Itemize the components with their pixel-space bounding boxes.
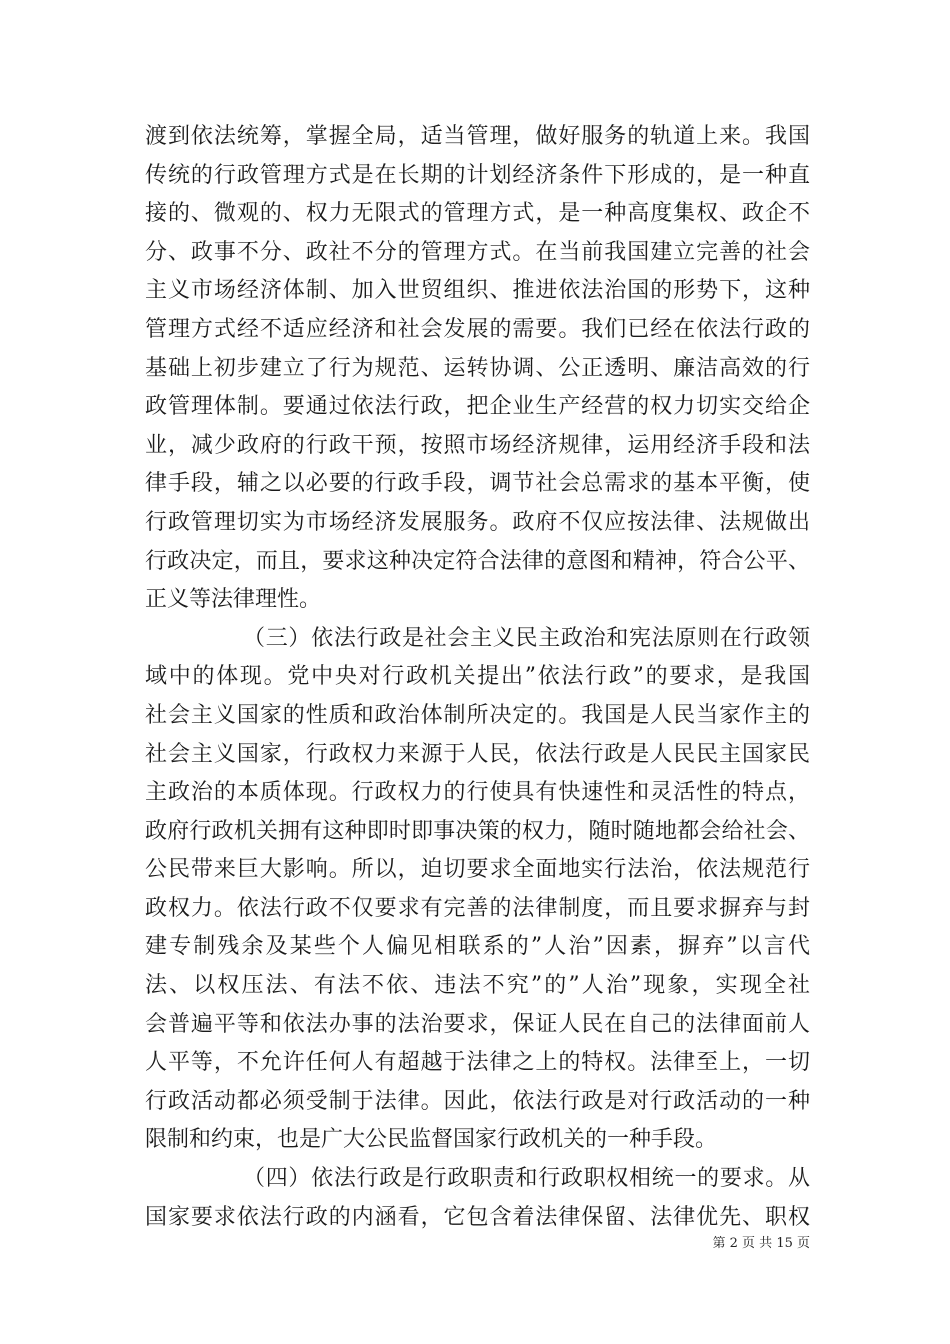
text-line: 行政决定，而且，要求这种决定符合法律的意图和精神，符合公平、	[145, 548, 810, 574]
text-line: 域中的体现。党中央对行政机关提出”依法行政”的要求，是我国	[145, 664, 810, 690]
text-line: 正义等法律理性。	[145, 587, 322, 613]
text-line: 会普遍平等和依法办事的法治要求，保证人民在自己的法律面前人	[145, 1011, 810, 1037]
document-body	[145, 118, 810, 1237]
text-line: 限制和约束，也是广大公民监督国家行政机关的一种手段。	[145, 1127, 718, 1153]
text-line: 政府行政机关拥有这种即时即事决策的权力，随时随地都会给社会、	[145, 818, 810, 844]
text-line: 人平等，不允许任何人有超越于法律之上的特权。法律至上，一切	[145, 1050, 810, 1076]
paragraph-heading-4: （四）依法行政是行政职责和行政职权相统一的要求。从	[243, 1166, 810, 1192]
text-line: 主政治的本质体现。行政权力的行使具有快速性和灵活性的特点，	[145, 780, 810, 806]
text-line: 接的、微观的、权力无限式的管理方式，是一种高度集权、政企不	[145, 201, 810, 227]
text-line: 国家要求依法行政的内涵看，它包含着法律保留、法律优先、职权	[145, 1204, 810, 1230]
text-line: 律手段，辅之以必要的行政手段，调节社会总需求的基本平衡，使	[145, 471, 810, 497]
text-line: 政权力。依法行政不仅要求有完善的法律制度，而且要求摒弃与封	[145, 895, 810, 921]
text-line: 传统的行政管理方式是在长期的计划经济条件下形成的，是一种直	[145, 162, 810, 188]
page-number: 第 2 页 共 15 页	[712, 1236, 810, 1251]
text-line: 建专制残余及某些个人偏见相联系的”人治”因素，摒弃”以言代	[145, 934, 810, 960]
paragraph-heading-3: （三）依法行政是社会主义民主政治和宪法原则在行政领	[243, 625, 810, 651]
text-line: 主义市场经济体制、加入世贸组织、推进依法治国的形势下，这种	[145, 278, 810, 304]
text-line: 渡到依法统筹，掌握全局，适当管理，做好服务的轨道上来。我国	[145, 124, 810, 149]
text-line: 社会主义国家，行政权力来源于人民，依法行政是人民民主国家民	[145, 741, 810, 767]
text-line: 公民带来巨大影响。所以，迫切要求全面地实行法治，依法规范行	[145, 857, 810, 883]
text-line: 管理方式经不适应经济和社会发展的需要。我们已经在依法行政的	[145, 316, 810, 342]
text-line: 业，减少政府的行政干预，按照市场经济规律，运用经济手段和法	[145, 432, 810, 458]
text-line: 行政管理切实为市场经济发展服务。政府不仅应按法律、法规做出	[145, 509, 810, 535]
text-line: 法、以权压法、有法不依、违法不究”的”人治”现象，实现全社	[145, 973, 810, 999]
text-line: 社会主义国家的性质和政治体制所决定的。我国是人民当家作主的	[145, 702, 810, 728]
text-line: 基础上初步建立了行为规范、运转协调、公正透明、廉洁高效的行	[145, 355, 810, 381]
text-line: 行政活动都必须受制于法律。因此，依法行政是对行政活动的一种	[145, 1088, 810, 1114]
text-line: 政管理体制。要通过依法行政，把企业生产经营的权力切实交给企	[145, 394, 810, 420]
text-line: 分、政事不分、政社不分的管理方式。在当前我国建立完善的社会	[145, 239, 810, 265]
